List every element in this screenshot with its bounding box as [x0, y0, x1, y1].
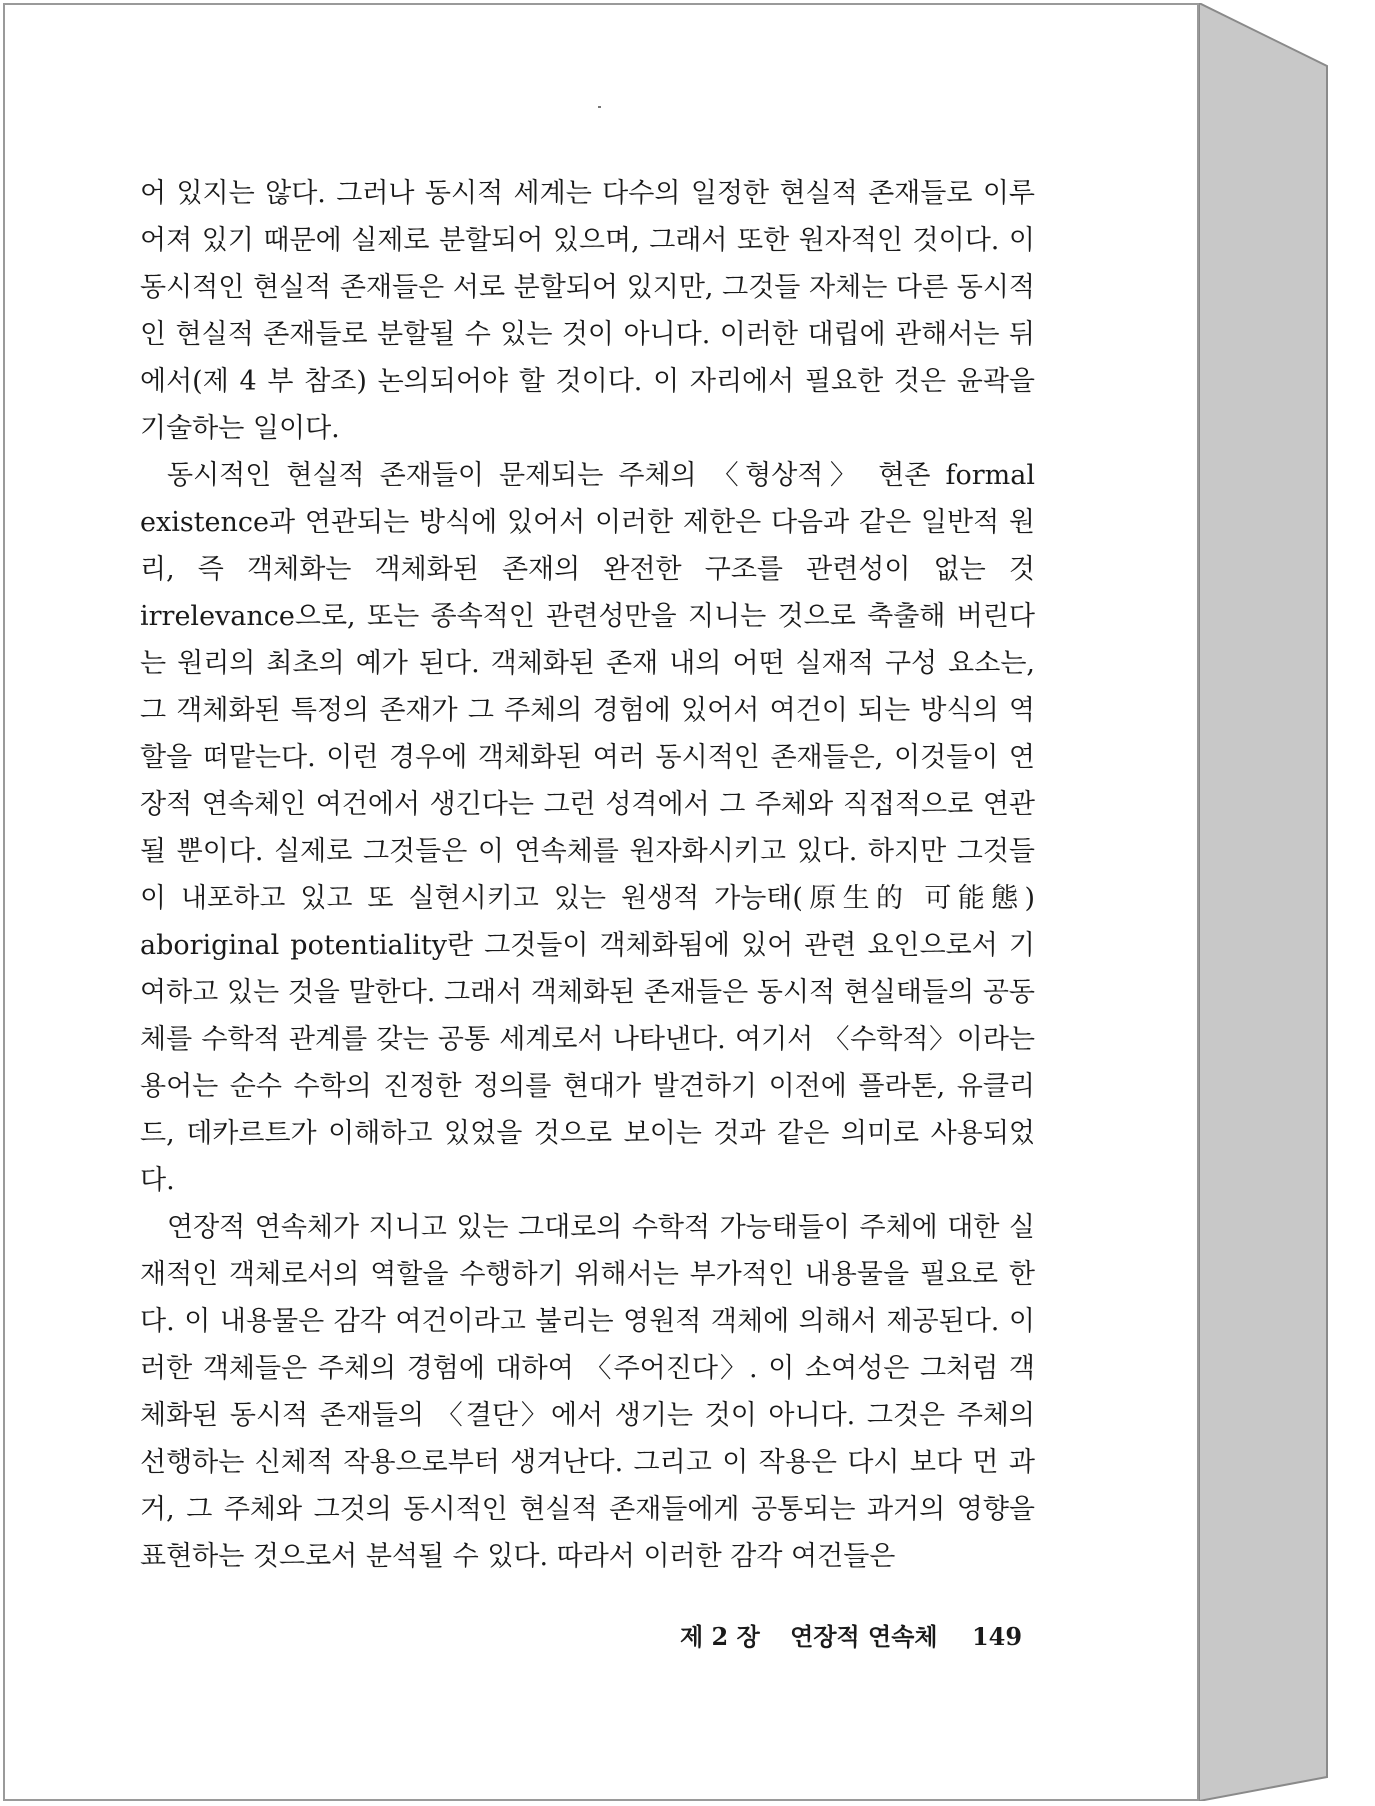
book-edge-icon	[1199, 3, 1345, 1801]
running-footer	[680, 1617, 1022, 1652]
chapter-title: 연장적 연속체	[790, 1622, 938, 1651]
paragraph: 연장적 연속체가 지니고 있는 그대로의 수학적 가능태들이 주체에 대한 실재적인 객체로서의 역할을 수행하기 위해서는 부가적인 내용물을 필요로 한다. 이 내용물은 감각 여건이라고 불리는 영원적 객체에 의해서 제공된다. 이러한 객체들은 주체의 경험에 대하여 〈주어진다〉. 이 소여성은 그처럼 객체화된 동시적 존재들의 〈결단〉에서 생기는 것이 아니다. 그것은 주체의 선행하는 신체적 작용으로부터 생겨난다. 그리고 이 작용은 다시 보다 먼 과거, 그 주체와 그것의 동시적인 현실적 존재들에게 공통되는 과거의 영향을 표현하는 것으로서 분석될 수 있다. 따라서 이러한 감각 여건들은	[140, 1212, 1035, 1572]
page-number: 149	[971, 1622, 1023, 1651]
paragraph: 어 있지는 않다. 그러나 동시적 세계는 다수의 일정한 현실적 존재들로 이루어져 있기 때문에 실제로 분할되어 있으며, 그래서 또한 원자적인 것이다. 이 동시적인 현실적 존재들은 서로 분할되어 있지만, 그것들 자체는 다른 동시적인 현실적 존재들로 분할될 수 있는 것이 아니다. 이러한 대립에 관해서는 뒤에서(제 4 부 참조) 논의되어야 할 것이다. 이 자리에서 필요한 것은 윤곽을 기술하는 일이다.	[140, 178, 1035, 444]
chapter-label: 제 2 장	[680, 1622, 760, 1651]
scan-speck	[598, 106, 601, 108]
paragraph: 동시적인 현실적 존재들이 문제되는 주체의 〈형상적〉 현존 formal existence과 연관되는 방식에 있어서 이러한 제한은 다음과 같은 일반적 원리, 즉 객체화는 객체화된 존재의 완전한 구조를 관련성이 없는 것 irrelevance으로, 또는 종속적인 관련성만을 지니는 것으로 축출해 버린다는 원리의 최초의 예가 된다. 객체화된 존재 내의 어떤 실재적 구성 요소는, 그 객체화된 특정의 존재가 그 주체의 경험에 있어서 여건이 되는 방식의 역할을 떠맡는다. 이런 경우에 객체화된 여러 동시적인 존재들은, 이것들이 연장적 연속체인 여건에서 생긴다는 그런 성격에서 그 주체와 직접적으로 연관될 뿐이다. 실제로 그것들은 이 연속체를 원자화시키고 있다. 하지만 그것들이 내포하고 있고 또 실현시키고 있는 원생적 가능태(原生的 可能態) aboriginal potentiality란 그것들이 객체화됨에 있어 관련 요인으로서 기여하고 있는 것을 말한다. 그래서 객체화된 존재들은 동시적 현실태들의 공동체를 수학적 관계를 갖는 공통 세계로서 나타낸다. 여기서 〈수학적〉이라는 용어는 순수 수학의 진정한 정의를 현대가 발견하기 이전에 플라톤, 유클리드, 데카르트가 이해하고 있었을 것으로 보이는 것과 같은 의미로 사용되었다.	[140, 460, 1035, 1196]
body-text	[140, 170, 1035, 1580]
